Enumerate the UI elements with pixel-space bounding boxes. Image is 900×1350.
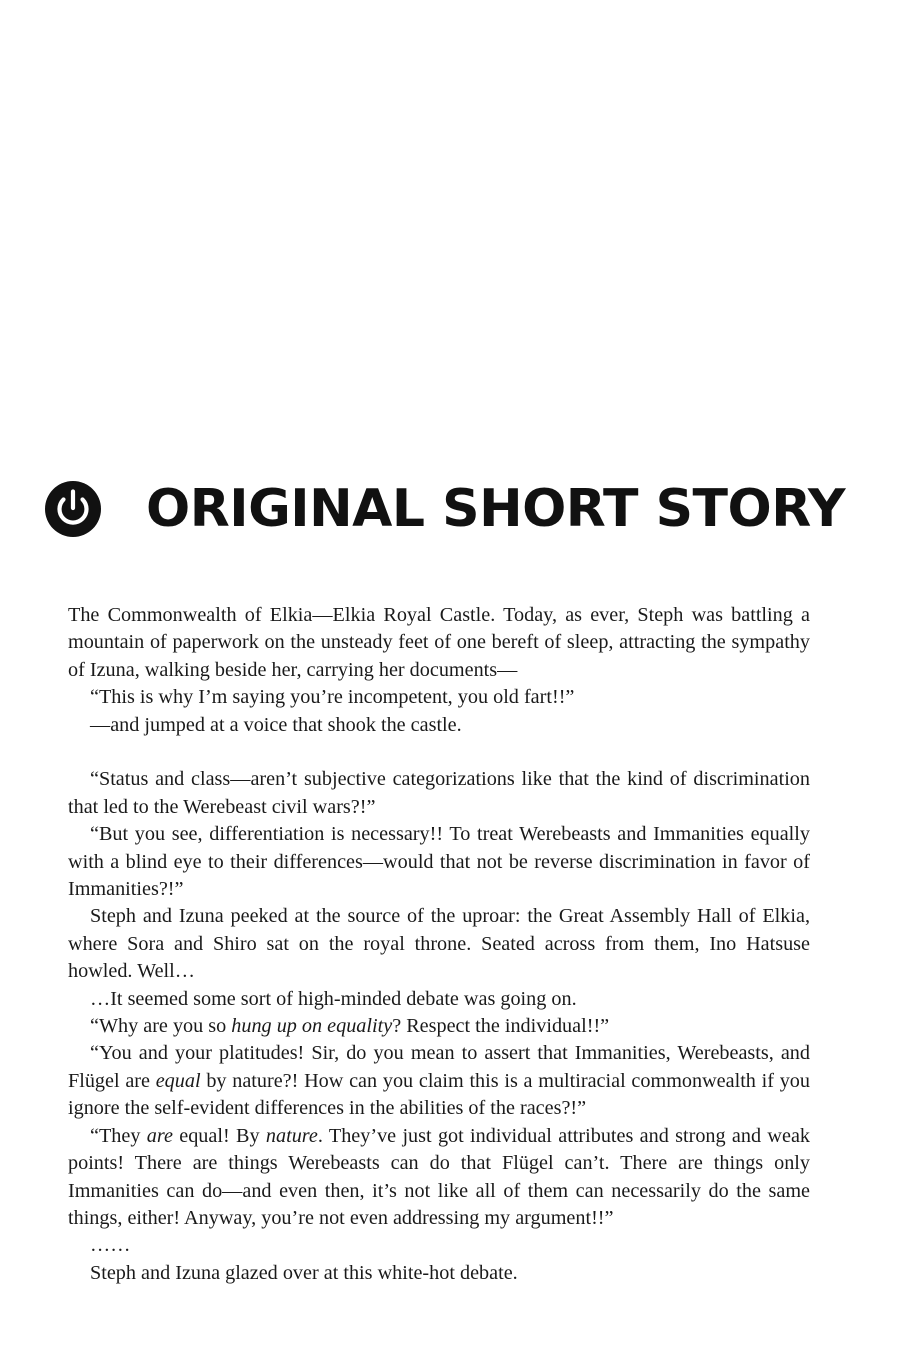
- paragraph: “Why are you so hung up on equality? Respect the individual!!”: [90, 1015, 610, 1038]
- paragraph: —and jumped at a voice that shook the castle.: [90, 713, 462, 736]
- emphasis: nature: [265, 1124, 318, 1147]
- chapter-title: ORIGINAL SHORT STORY: [146, 479, 846, 539]
- chapter-heading: [44, 474, 844, 544]
- paragraph: …It seemed some sort of high-minded debate was going on.: [90, 987, 577, 1010]
- power-icon: [44, 480, 102, 538]
- paragraph: “This is why I’m saying you’re incompetent, you old fart!!”: [90, 686, 575, 709]
- paragraph: “You and your platitudes! Sir, do you mean to assert that Immanities, Werebeasts, and Flügel are equal by nature?! How can you claim this is a multiracial commonwealth if you ignore the self-evident differences in the abilities of the races?!”: [68, 1042, 810, 1120]
- emphasis: are: [146, 1124, 173, 1147]
- paragraph: “They are equal! By nature. They’ve just got individual attributes and strong and weak points! There are things Werebeasts can do that Flügel can’t. There are things only Immanities can do—and even then, it’s not like all of them can necessarily do the same things, either! Anyway, you’re not even addressing my argument!!”: [68, 1124, 810, 1229]
- paragraph: The Commonwealth of Elkia—Elkia Royal Castle. Today, as ever, Steph was battling a mountain of paperwork on the unsteady feet of one bereft of sleep, attracting the sympathy of Izuna, walking beside her, carrying her documents—: [68, 604, 810, 681]
- story-body: [68, 602, 810, 1287]
- emphasis: hung up on equality: [231, 1015, 393, 1038]
- paragraph: “Status and class—aren’t subjective categorizations like that the kind of discrimination that led to the Werebeast civil wars?!”: [68, 768, 810, 818]
- paragraph: Steph and Izuna glazed over at this white-hot debate.: [90, 1261, 518, 1284]
- paragraph: Steph and Izuna peeked at the source of the uproar: the Great Assembly Hall of Elkia, where Sora and Shiro sat on the royal throne. Seated across from them, Ino Hatsuse howled. Well…: [68, 905, 810, 983]
- paragraph: “But you see, differentiation is necessary!! To treat Werebeasts and Immanities equally with a blind eye to their differences—would that not be reverse discrimination in favor of Immanities?!”: [68, 823, 810, 901]
- paragraph: ……: [90, 1234, 131, 1257]
- emphasis: equal: [155, 1069, 201, 1092]
